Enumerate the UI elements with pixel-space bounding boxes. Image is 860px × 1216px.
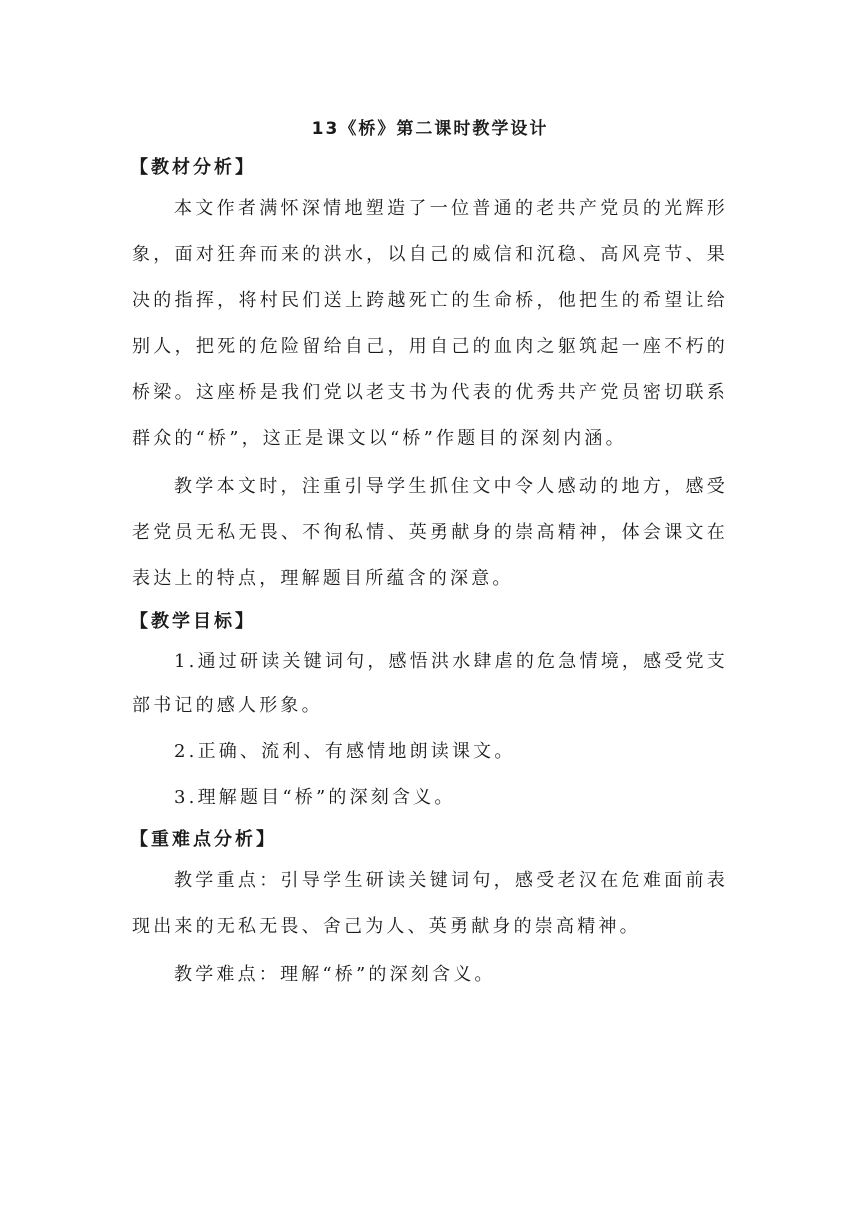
paragraph-material-analysis-1: 本文作者满怀深情地塑造了一位普通的老共产党员的光辉形象，面对狂奔而来的洪水，以自己的威信和沉稳、高风亮节、果决的指挥，将村民们送上跨越死亡的生命桥，他把生的希望让给别人，把死的危险留给自己，用自己的血肉之躯筑起一座不朽的桥梁。这座桥是我们党以老支书为代表的优秀共产党员密切联系群众的“桥”，这正是课文以“桥”作题目的深刻内涵。 [132,198,728,449]
paragraph-difficult-point: 教学难点：理解“桥”的深刻含义。 [174,964,496,985]
document-title: 13《桥》第二课时教学设计 [311,119,549,139]
paragraph-material-analysis-2: 教学本文时，注重引导学生抓住文中令人感动的地方，感受老党员无私无畏、不徇私情、英勇献身的崇高精神，体会课文在表达上的特点，理解题目所蕴含的深意。 [132,476,728,589]
section-heading-teaching-goals: 【教学目标】 [130,611,256,632]
section-heading-material-analysis: 【教材分析】 [130,157,256,178]
paragraph-teaching-goal-2: 2.正确、流利、有感情地朗读课文。 [174,741,516,762]
paragraph-teaching-goal-1: 1.通过研读关键词句，感悟洪水肆虐的危急情境，感受党支部书记的感人形象。 [132,651,728,716]
paragraph-teaching-goal-3: 3.理解题目“桥”的深刻含义。 [174,787,456,808]
section-heading-key-difficult-points: 【重难点分析】 [130,829,277,850]
document-page [132,112,728,1000]
paragraph-key-point: 教学重点：引导学生研读关键词句，感受老汉在危难面前表现出来的无私无畏、舍己为人、英勇献身的崇高精神。 [132,870,728,937]
